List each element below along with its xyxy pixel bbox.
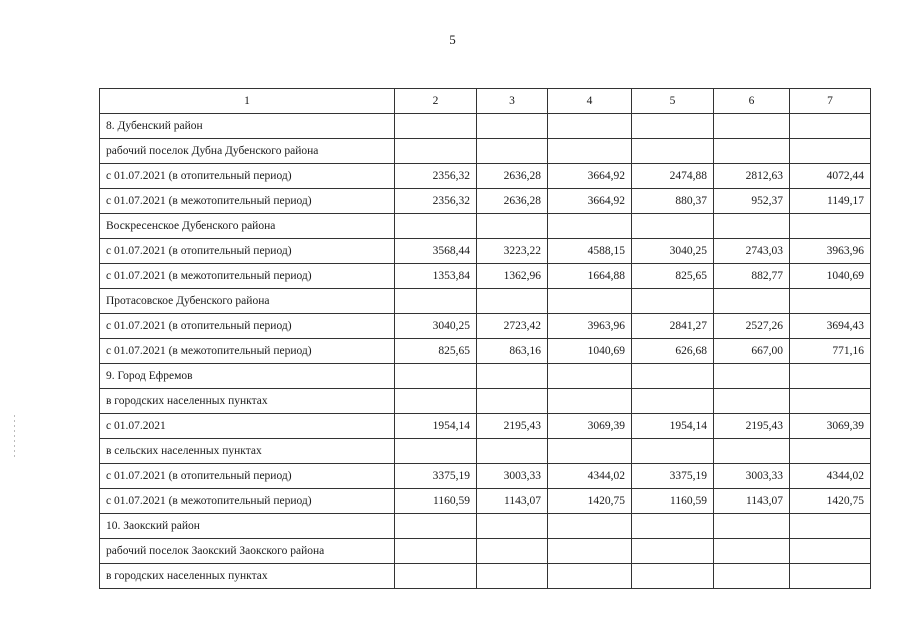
row-label: с 01.07.2021 (в межотопительный период): [100, 489, 395, 514]
table-cell-col-4: [548, 364, 632, 389]
table-cell-col-2: [395, 139, 477, 164]
table-row: [100, 314, 871, 339]
table-cell-col-4: 3664,92: [548, 164, 632, 189]
table-cell-col-5: 3040,25: [632, 239, 714, 264]
row-label: с 01.07.2021 (в отопительный период): [100, 464, 395, 489]
table-cell-col-4: 1040,69: [548, 339, 632, 364]
table-cell-col-7: [790, 564, 871, 589]
table-cell-col-5: [632, 389, 714, 414]
table-cell-col-2: [395, 389, 477, 414]
table-cell-col-6: 2195,43: [714, 414, 790, 439]
table-row: [100, 464, 871, 489]
table-cell-col-4: 4588,15: [548, 239, 632, 264]
table-row: [100, 414, 871, 439]
tariff-table: [99, 88, 871, 589]
table-cell-col-3: 2636,28: [477, 189, 548, 214]
table-cell-col-6: [714, 139, 790, 164]
column-header-5: 5: [632, 89, 714, 114]
table-cell-col-4: [548, 514, 632, 539]
table-cell-col-4: 4344,02: [548, 464, 632, 489]
table-cell-col-6: [714, 564, 790, 589]
table-cell-col-5: [632, 539, 714, 564]
table-cell-col-2: 2356,32: [395, 189, 477, 214]
table-cell-col-5: [632, 289, 714, 314]
table-cell-col-5: 1160,59: [632, 489, 714, 514]
row-label: 10. Заокский район: [100, 514, 395, 539]
table-cell-col-7: [790, 289, 871, 314]
table-cell-col-5: 626,68: [632, 339, 714, 364]
table-cell-col-3: [477, 439, 548, 464]
row-label: в городских населенных пунктах: [100, 564, 395, 589]
table-cell-col-7: [790, 439, 871, 464]
table-cell-col-2: [395, 114, 477, 139]
table-cell-col-4: [548, 139, 632, 164]
table-row: [100, 189, 871, 214]
table-cell-col-6: [714, 114, 790, 139]
table-row: [100, 214, 871, 239]
column-header-4: 4: [548, 89, 632, 114]
table-row: [100, 514, 871, 539]
table-cell-col-7: 1040,69: [790, 264, 871, 289]
table-cell-col-3: [477, 389, 548, 414]
table-cell-col-5: [632, 139, 714, 164]
table-row: [100, 564, 871, 589]
table-cell-col-3: [477, 539, 548, 564]
table-body: [100, 114, 871, 589]
table-cell-col-3: 2636,28: [477, 164, 548, 189]
table-cell-col-7: 4072,44: [790, 164, 871, 189]
row-label: 8. Дубенский район: [100, 114, 395, 139]
table-cell-col-2: [395, 514, 477, 539]
table-cell-col-4: 3069,39: [548, 414, 632, 439]
table-cell-col-2: [395, 439, 477, 464]
table-cell-col-6: [714, 289, 790, 314]
row-label: рабочий поселок Дубна Дубенского района: [100, 139, 395, 164]
table-cell-col-7: 4344,02: [790, 464, 871, 489]
table-header-row: [100, 89, 871, 114]
column-header-3: 3: [477, 89, 548, 114]
table-cell-col-4: 3963,96: [548, 314, 632, 339]
row-label: рабочий поселок Заокский Заокского района: [100, 539, 395, 564]
table-row: [100, 339, 871, 364]
column-header-7: 7: [790, 89, 871, 114]
table-cell-col-3: [477, 364, 548, 389]
table-cell-col-2: 3568,44: [395, 239, 477, 264]
table-cell-col-4: [548, 439, 632, 464]
row-label: с 01.07.2021: [100, 414, 395, 439]
table-cell-col-7: [790, 139, 871, 164]
row-label: с 01.07.2021 (в отопительный период): [100, 314, 395, 339]
table-cell-col-6: [714, 514, 790, 539]
column-header-6: 6: [714, 89, 790, 114]
table-cell-col-3: 3003,33: [477, 464, 548, 489]
table-cell-col-4: [548, 539, 632, 564]
row-label: Протасовское Дубенского района: [100, 289, 395, 314]
table-row: [100, 239, 871, 264]
table-row: [100, 289, 871, 314]
table-cell-col-2: 3040,25: [395, 314, 477, 339]
table-cell-col-3: 2723,42: [477, 314, 548, 339]
table-cell-col-7: [790, 364, 871, 389]
table-cell-col-5: 2841,27: [632, 314, 714, 339]
table-cell-col-2: 1353,84: [395, 264, 477, 289]
table-cell-col-7: [790, 389, 871, 414]
table-cell-col-4: 3664,92: [548, 189, 632, 214]
row-label: 9. Город Ефремов: [100, 364, 395, 389]
table-cell-col-7: 3963,96: [790, 239, 871, 264]
table-cell-col-4: [548, 114, 632, 139]
table-cell-col-6: [714, 364, 790, 389]
table-cell-col-6: 2743,03: [714, 239, 790, 264]
table-cell-col-3: [477, 289, 548, 314]
table-cell-col-3: [477, 214, 548, 239]
table-cell-col-3: 1143,07: [477, 489, 548, 514]
table-cell-col-3: [477, 139, 548, 164]
table-cell-col-7: [790, 539, 871, 564]
row-label: с 01.07.2021 (в межотопительный период): [100, 189, 395, 214]
table-cell-col-6: 882,77: [714, 264, 790, 289]
table-cell-col-6: [714, 539, 790, 564]
table-cell-col-6: [714, 389, 790, 414]
table-cell-col-4: 1420,75: [548, 489, 632, 514]
table-cell-col-2: 1160,59: [395, 489, 477, 514]
table-row: [100, 364, 871, 389]
column-header-1: 1: [100, 89, 395, 114]
table-cell-col-7: [790, 514, 871, 539]
table-cell-col-5: [632, 214, 714, 239]
table-cell-col-5: 1954,14: [632, 414, 714, 439]
table-cell-col-4: [548, 289, 632, 314]
table-cell-col-7: 3694,43: [790, 314, 871, 339]
table-row: [100, 114, 871, 139]
table-cell-col-6: 3003,33: [714, 464, 790, 489]
row-label: с 01.07.2021 (в межотопительный период): [100, 264, 395, 289]
table-cell-col-6: 2812,63: [714, 164, 790, 189]
table-cell-col-3: [477, 514, 548, 539]
table-row: [100, 164, 871, 189]
row-label: с 01.07.2021 (в отопительный период): [100, 164, 395, 189]
table-cell-col-3: 1362,96: [477, 264, 548, 289]
table-cell-col-3: 2195,43: [477, 414, 548, 439]
table-cell-col-6: [714, 439, 790, 464]
table-cell-col-5: 2474,88: [632, 164, 714, 189]
table-row: [100, 389, 871, 414]
row-label: с 01.07.2021 (в отопительный период): [100, 239, 395, 264]
table-cell-col-2: [395, 364, 477, 389]
row-label: Воскресенское Дубенского района: [100, 214, 395, 239]
table-cell-col-5: [632, 364, 714, 389]
table-row: [100, 264, 871, 289]
table-cell-col-7: 1149,17: [790, 189, 871, 214]
table-cell-col-3: [477, 564, 548, 589]
table-cell-col-7: 1420,75: [790, 489, 871, 514]
table-cell-col-2: [395, 289, 477, 314]
table-cell-col-3: [477, 114, 548, 139]
table-cell-col-2: [395, 214, 477, 239]
table-cell-col-4: [548, 389, 632, 414]
table-cell-col-7: 3069,39: [790, 414, 871, 439]
table-row: [100, 539, 871, 564]
table-cell-col-2: 1954,14: [395, 414, 477, 439]
table-cell-col-4: [548, 214, 632, 239]
table-cell-col-5: [632, 564, 714, 589]
table-row: [100, 439, 871, 464]
table-row: [100, 489, 871, 514]
table-cell-col-7: [790, 214, 871, 239]
table-cell-col-6: 952,37: [714, 189, 790, 214]
row-label: в сельских населенных пунктах: [100, 439, 395, 464]
table-cell-col-6: 667,00: [714, 339, 790, 364]
table-cell-col-6: [714, 214, 790, 239]
margin-scan-mark: [14, 415, 15, 460]
table-row: [100, 139, 871, 164]
table-cell-col-2: 2356,32: [395, 164, 477, 189]
table-cell-col-2: 3375,19: [395, 464, 477, 489]
table-cell-col-7: 771,16: [790, 339, 871, 364]
table-cell-col-2: 825,65: [395, 339, 477, 364]
table-cell-col-5: 825,65: [632, 264, 714, 289]
table-cell-col-5: [632, 439, 714, 464]
table-cell-col-5: 3375,19: [632, 464, 714, 489]
table-cell-col-7: [790, 114, 871, 139]
table-cell-col-5: [632, 114, 714, 139]
column-header-2: 2: [395, 89, 477, 114]
row-label: с 01.07.2021 (в межотопительный период): [100, 339, 395, 364]
table-cell-col-3: 863,16: [477, 339, 548, 364]
table-cell-col-6: 1143,07: [714, 489, 790, 514]
table-cell-col-4: [548, 564, 632, 589]
table-cell-col-6: 2527,26: [714, 314, 790, 339]
table-cell-col-2: [395, 539, 477, 564]
page-number: 5: [449, 32, 456, 47]
table-cell-col-5: 880,37: [632, 189, 714, 214]
row-label: в городских населенных пунктах: [100, 389, 395, 414]
table-cell-col-5: [632, 514, 714, 539]
table-cell-col-4: 1664,88: [548, 264, 632, 289]
table-cell-col-3: 3223,22: [477, 239, 548, 264]
table-cell-col-2: [395, 564, 477, 589]
